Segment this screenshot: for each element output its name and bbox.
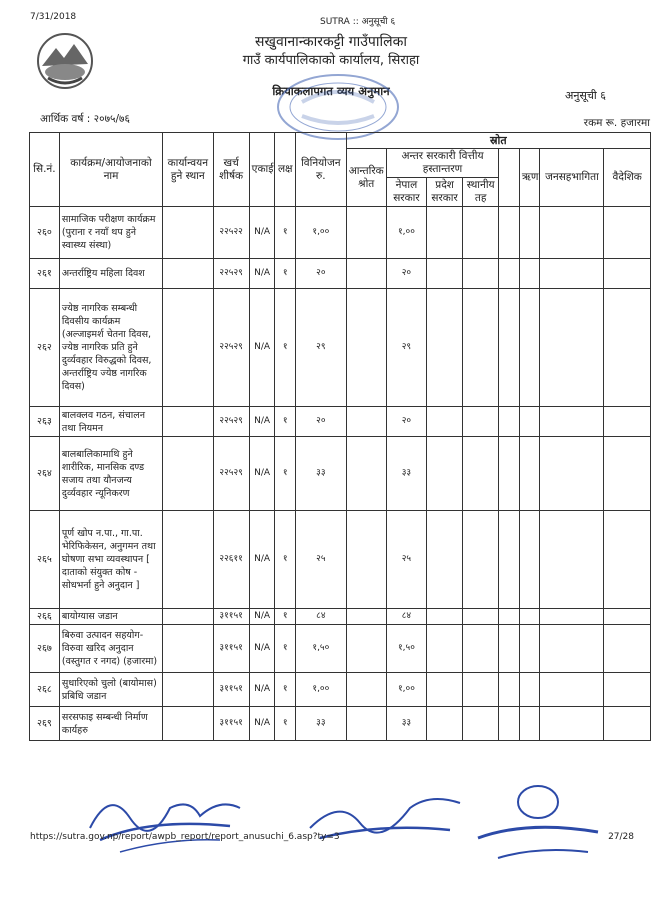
row-public-participation: [540, 511, 604, 609]
row-location: [163, 207, 214, 259]
col-inter-govt: अन्तर सरकारी वित्तीय हस्तान्तरण: [386, 149, 498, 178]
row-unit: N/A: [249, 259, 275, 289]
row-foreign: [604, 437, 651, 511]
row-appropriation: २९: [296, 289, 347, 407]
row-loan: [519, 259, 540, 289]
row-expense-head: २२५२२: [213, 207, 249, 259]
row-unit: N/A: [249, 407, 275, 437]
row-appropriation: १,००: [296, 207, 347, 259]
row-unit: N/A: [249, 437, 275, 511]
schedule-label: अनुसूची ६: [565, 89, 606, 102]
row-blank: [499, 207, 520, 259]
row-foreign: [604, 673, 651, 707]
row-target: १: [275, 289, 296, 407]
row-sn: २६५: [30, 511, 60, 609]
signature-right-icon: [468, 780, 608, 870]
row-nepal-govt: ३३: [386, 707, 426, 741]
col-unit: एकाई: [249, 133, 275, 207]
col-target: लक्ष: [275, 133, 296, 207]
row-province-govt: [427, 407, 463, 437]
row-unit: N/A: [249, 207, 275, 259]
row-expense-head: २२५२९: [213, 407, 249, 437]
row-unit: N/A: [249, 707, 275, 741]
table-row: [30, 707, 651, 741]
row-internal: [346, 207, 386, 259]
footer-url: https://sutra.gov.np/report/awpb_report/report_anusuchi_6.asp?ty=3: [30, 832, 340, 842]
row-expense-head: ३११५१: [213, 673, 249, 707]
row-sn: २६३: [30, 407, 60, 437]
row-program-name: सामाजिक परीक्षण कार्यक्रम (पुराना र नयाँ थप हुने स्वास्थ्य संस्था): [59, 207, 162, 259]
row-expense-head: २२५२९: [213, 259, 249, 289]
row-location: [163, 289, 214, 407]
row-local-level: [463, 673, 499, 707]
table-row: [30, 609, 651, 625]
row-expense-head: ३११५१: [213, 707, 249, 741]
fiscal-year: आर्थिक वर्ष : २०७५/७६: [40, 113, 130, 125]
row-public-participation: [540, 289, 604, 407]
row-location: [163, 437, 214, 511]
row-internal: [346, 609, 386, 625]
row-unit: N/A: [249, 511, 275, 609]
amount-unit: रकम रू. हजारमा: [583, 117, 650, 129]
table-row: [30, 673, 651, 707]
row-unit: N/A: [249, 609, 275, 625]
row-province-govt: [427, 673, 463, 707]
row-province-govt: [427, 259, 463, 289]
row-nepal-govt: १,००: [386, 673, 426, 707]
row-appropriation: २०: [296, 259, 347, 289]
table-row: [30, 207, 651, 259]
row-province-govt: [427, 437, 463, 511]
row-internal: [346, 437, 386, 511]
row-province-govt: [427, 511, 463, 609]
row-foreign: [604, 511, 651, 609]
row-unit: N/A: [249, 289, 275, 407]
row-blank: [499, 707, 520, 741]
col-internal: आन्तरिक श्रोत: [346, 149, 386, 207]
row-target: १: [275, 207, 296, 259]
row-loan: [519, 437, 540, 511]
row-sn: २६४: [30, 437, 60, 511]
row-internal: [346, 707, 386, 741]
row-expense-head: ३११५१: [213, 625, 249, 673]
row-target: १: [275, 609, 296, 625]
row-public-participation: [540, 407, 604, 437]
row-local-level: [463, 437, 499, 511]
office-subtitle: गाउँ कार्यपालिकाको कार्यालय, सिराहा: [242, 53, 420, 68]
col-expense-head: खर्च शीर्षक: [213, 133, 249, 207]
expense-estimate-table: [29, 132, 651, 741]
row-foreign: [604, 207, 651, 259]
table-row: [30, 259, 651, 289]
row-internal: [346, 673, 386, 707]
row-nepal-govt: १,५०: [386, 625, 426, 673]
row-program-name: बालक्लव गठन, संचालन तथा नियमन: [59, 407, 162, 437]
row-blank: [499, 511, 520, 609]
row-local-level: [463, 259, 499, 289]
row-expense-head: २२६११: [213, 511, 249, 609]
row-loan: [519, 625, 540, 673]
row-appropriation: १,००: [296, 673, 347, 707]
row-internal: [346, 625, 386, 673]
col-province-govt: प्रदेश सरकार: [427, 178, 463, 207]
row-program-name: सुधारिएको चुलो (बायोमास) प्रबिधि जडान: [59, 673, 162, 707]
row-location: [163, 259, 214, 289]
row-local-level: [463, 289, 499, 407]
row-loan: [519, 407, 540, 437]
col-nepal-govt: नेपाल सरकार: [386, 178, 426, 207]
row-target: १: [275, 673, 296, 707]
row-location: [163, 407, 214, 437]
col-public-participation: जनसहभागिता: [540, 149, 604, 207]
row-nepal-govt: ३३: [386, 437, 426, 511]
row-location: [163, 609, 214, 625]
row-blank: [499, 609, 520, 625]
row-local-level: [463, 707, 499, 741]
row-local-level: [463, 609, 499, 625]
row-public-participation: [540, 437, 604, 511]
row-target: १: [275, 437, 296, 511]
row-foreign: [604, 259, 651, 289]
row-province-govt: [427, 289, 463, 407]
row-appropriation: ३३: [296, 437, 347, 511]
row-target: १: [275, 625, 296, 673]
row-expense-head: ३११५१: [213, 609, 249, 625]
row-blank: [499, 259, 520, 289]
row-local-level: [463, 511, 499, 609]
row-program-name: पूर्ण खोप न.पा., गा.पा. भेरिफिकेसन, अनुगमन तथा घोषणा सभा व्यवस्थापन [ दाताको संयुक्त कोष - सोधभर्ना हुने अनुदान ]: [59, 511, 162, 609]
row-expense-head: २२५२९: [213, 289, 249, 407]
row-internal: [346, 259, 386, 289]
row-sn: २६९: [30, 707, 60, 741]
row-program-name: ज्येष्ठ नागरिक सम्बन्धी दिवसीय कार्यक्रम (अल्जाइमर्श चेतना दिवस, ज्येष्ठ नागरिक प्रति हुने दुर्व्यवहार विरुद्धको दिवस, अन्तर्राष्ट्रिय ज्येष्ठ नागरिक दिवस): [59, 289, 162, 407]
row-target: १: [275, 407, 296, 437]
row-loan: [519, 207, 540, 259]
col-location: कार्यान्वयन हुने स्थान: [163, 133, 214, 207]
signature-left-icon: [80, 778, 250, 858]
row-province-govt: [427, 609, 463, 625]
table-row: [30, 625, 651, 673]
report-title: क्रियाकलापगत व्यय अनुमान: [272, 84, 390, 98]
row-program-name: बालबालिकामाथि हुने शारीरिक, मानसिक दण्ड सजाय तथा यौनजन्य दुर्व्यवहार न्यूनिकरण: [59, 437, 162, 511]
row-public-participation: [540, 609, 604, 625]
row-public-participation: [540, 707, 604, 741]
col-loan: ऋण: [519, 149, 540, 207]
row-unit: N/A: [249, 625, 275, 673]
col-source: स्रोत: [346, 133, 650, 149]
row-loan: [519, 609, 540, 625]
row-foreign: [604, 289, 651, 407]
row-sn: २६८: [30, 673, 60, 707]
row-nepal-govt: ८४: [386, 609, 426, 625]
row-public-participation: [540, 207, 604, 259]
row-appropriation: २०: [296, 407, 347, 437]
row-public-participation: [540, 673, 604, 707]
col-foreign: वैदेशिक: [604, 149, 651, 207]
row-internal: [346, 407, 386, 437]
row-sn: २६६: [30, 609, 60, 625]
row-nepal-govt: १,००: [386, 207, 426, 259]
col-program: कार्यक्रम/आयोजनाको नाम: [59, 133, 162, 207]
row-target: १: [275, 707, 296, 741]
row-province-govt: [427, 207, 463, 259]
row-appropriation: ८४: [296, 609, 347, 625]
row-location: [163, 511, 214, 609]
table-row: [30, 407, 651, 437]
row-program-name: बिरुवा उत्पादन सहयोग-विरुवा खरिद अनुदान (वस्तुगत र नगद) (हजारमा): [59, 625, 162, 673]
row-local-level: [463, 407, 499, 437]
row-foreign: [604, 407, 651, 437]
row-blank: [499, 407, 520, 437]
row-loan: [519, 673, 540, 707]
row-public-participation: [540, 259, 604, 289]
row-program-name: सरसफाइ सम्बन्धी निर्माण कार्यहरु: [59, 707, 162, 741]
row-loan: [519, 707, 540, 741]
row-sn: २६७: [30, 625, 60, 673]
print-date: 7/31/2018: [30, 12, 77, 22]
row-public-participation: [540, 625, 604, 673]
col-appropriation: विनियोजन रु.: [296, 133, 347, 207]
row-unit: N/A: [249, 673, 275, 707]
row-appropriation: २५: [296, 511, 347, 609]
row-foreign: [604, 707, 651, 741]
row-blank: [499, 625, 520, 673]
table-row: [30, 437, 651, 511]
row-local-level: [463, 625, 499, 673]
row-foreign: [604, 625, 651, 673]
row-province-govt: [427, 625, 463, 673]
row-appropriation: १,५०: [296, 625, 347, 673]
page-header: SUTRA :: अनुसूची ६: [320, 17, 396, 27]
row-expense-head: २२५२९: [213, 437, 249, 511]
row-nepal-govt: २०: [386, 259, 426, 289]
table-row: [30, 289, 651, 407]
row-program-name: अन्तर्राष्ट्रिय महिला दिवश: [59, 259, 162, 289]
row-local-level: [463, 207, 499, 259]
row-blank: [499, 673, 520, 707]
row-loan: [519, 511, 540, 609]
col-sn: सि.नं.: [30, 133, 60, 207]
row-target: १: [275, 511, 296, 609]
row-target: १: [275, 259, 296, 289]
table-row: [30, 511, 651, 609]
row-sn: २६१: [30, 259, 60, 289]
row-nepal-govt: २९: [386, 289, 426, 407]
page-number: 27/28: [608, 832, 634, 842]
row-blank: [499, 289, 520, 407]
row-location: [163, 707, 214, 741]
col-local-level: स्थानीय तह: [463, 178, 499, 207]
row-foreign: [604, 609, 651, 625]
row-loan: [519, 289, 540, 407]
row-location: [163, 673, 214, 707]
row-internal: [346, 511, 386, 609]
row-internal: [346, 289, 386, 407]
row-program-name: बायोग्यास जडान: [59, 609, 162, 625]
row-location: [163, 625, 214, 673]
row-nepal-govt: २०: [386, 407, 426, 437]
office-title: सखुवानान्कारकट्टी गाउँपालिका: [255, 34, 407, 50]
row-province-govt: [427, 707, 463, 741]
row-blank: [499, 437, 520, 511]
row-appropriation: ३३: [296, 707, 347, 741]
row-sn: २६२: [30, 289, 60, 407]
row-sn: २६०: [30, 207, 60, 259]
row-nepal-govt: २५: [386, 511, 426, 609]
